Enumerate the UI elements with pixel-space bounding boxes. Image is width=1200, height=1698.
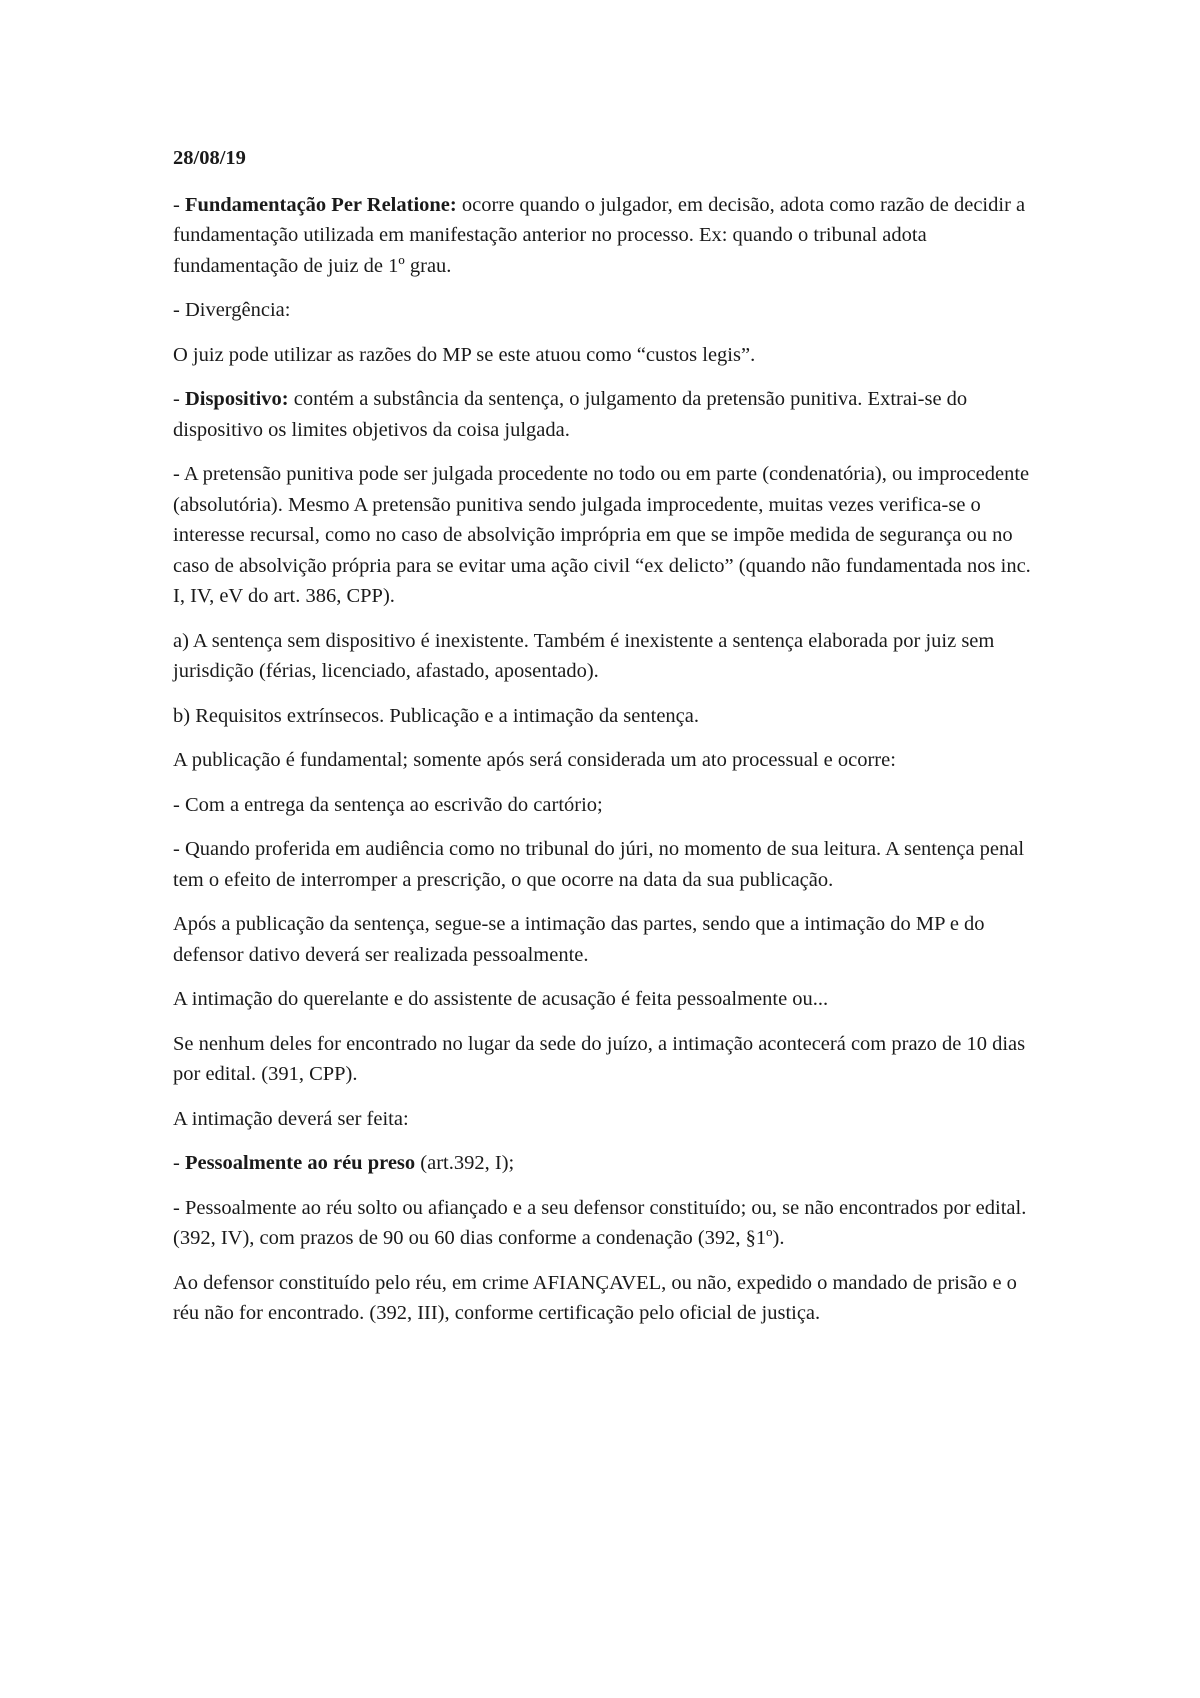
paragraph-publicacao: A publicação é fundamental; somente após será considerada um ato processual e ocorre: [173,749,896,771]
paragraph-item-a: a) A sentença sem dispositivo é inexistente. Também é inexistente a sentença elaborada por juiz sem jurisdição (férias, licenciado, afastado, aposentado). [173,629,995,682]
bullet-prefix: - [173,1152,185,1174]
paragraph-intimacao-feita: A intimação deverá ser feita: [173,1107,409,1130]
paragraph-item-b: b) Requisitos extrínsecos. Publicação e a intimação da sentença. [173,704,699,727]
document-page [173,143,1043,1343]
term-dispositivo: Dispositivo: [184,388,289,410]
bullet-prefix: - [173,193,185,216]
term-pessoalmente-reu-preso: Pessoalmente ao réu preso [184,1152,416,1174]
paragraph-reu-preso [173,1148,1043,1179]
term-fundamentacao-per-relatione: Fundamentação Per Relatione: [184,193,457,216]
paragraph-intimacao-partes: Após a publicação da sentença, segue-se a intimação das partes, sendo que a intimação do MP e do defensor dativo deverá ser realizada pessoalmente. [173,913,985,966]
paragraph-dispositivo [173,384,1043,445]
paragraph-juiz-mp: O juiz pode utilizar as razões do MP se este atuou como “custos legis”. [173,343,756,366]
paragraph-text: (art.392, I); [415,1152,515,1174]
paragraph-audiencia: - Quando proferida em audiência como no tribunal do júri, no momento de sua leitura. A sentença penal tem o efeito de interromper a prescrição, o que ocorre na data da sua publicação. [173,838,1025,891]
paragraph-defensor-constituido: Ao defensor constituído pelo réu, em crime AFIANÇAVEL, ou não, expedido o mandado de prisão e o réu não for encontrado. (392, III), conforme certificação pelo oficial de justiça. [173,1271,1017,1324]
paragraph-fundamentacao [173,190,1043,282]
paragraph-pretensao-punitiva: - A pretensão punitiva pode ser julgada procedente no todo ou em parte (condenatória), ou improcedente (absolutória). Mesmo A pretensão punitiva sendo julgada improcedente, muitas vezes verifica-se o interesse recursal, como no caso de absolvição imprópria em que se impõe medida de segurança ou no caso de absolvição própria para se evitar uma ação civil “ex delicto” (quando não fundamentada nos inc. I, IV, eV do art. 386, CPP). [173,463,1031,607]
paragraph-text: ocorre quando o julgador, em decisão, adota como razão de decidir a fundamentação utilizada em manifestação anterior no processo. Ex: quando o tribunal adota fundamentação de juiz de 1º grau. [173,193,1026,277]
paragraph-entrega-sentenca: - Com a entrega da sentença ao escrivão do cartório; [173,793,603,816]
paragraph-querelante: A intimação do querelante e do assistente de acusação é feita pessoalmente ou... [173,988,829,1010]
paragraph-edital: Se nenhum deles for encontrado no lugar da sede do juízo, a intimação acontecerá com prazo de 10 dias por edital. (391, CPP). [173,1032,1026,1085]
document-date: 28/08/19 [173,147,246,169]
bullet-prefix: - [173,388,185,410]
paragraph-divergencia: - Divergência: [173,299,291,321]
paragraph-text: contém a substância da sentença, o julgamento da pretensão punitiva. Extrai-se do dispositivo os limites objetivos da coisa julgada. [173,388,968,441]
paragraph-reu-solto: - Pessoalmente ao réu solto ou afiançado e a seu defensor constituído; ou, se não encontrados por edital. (392, IV), com prazos de 90 ou 60 dias conforme a condenação (392, §1º). [173,1196,1027,1249]
